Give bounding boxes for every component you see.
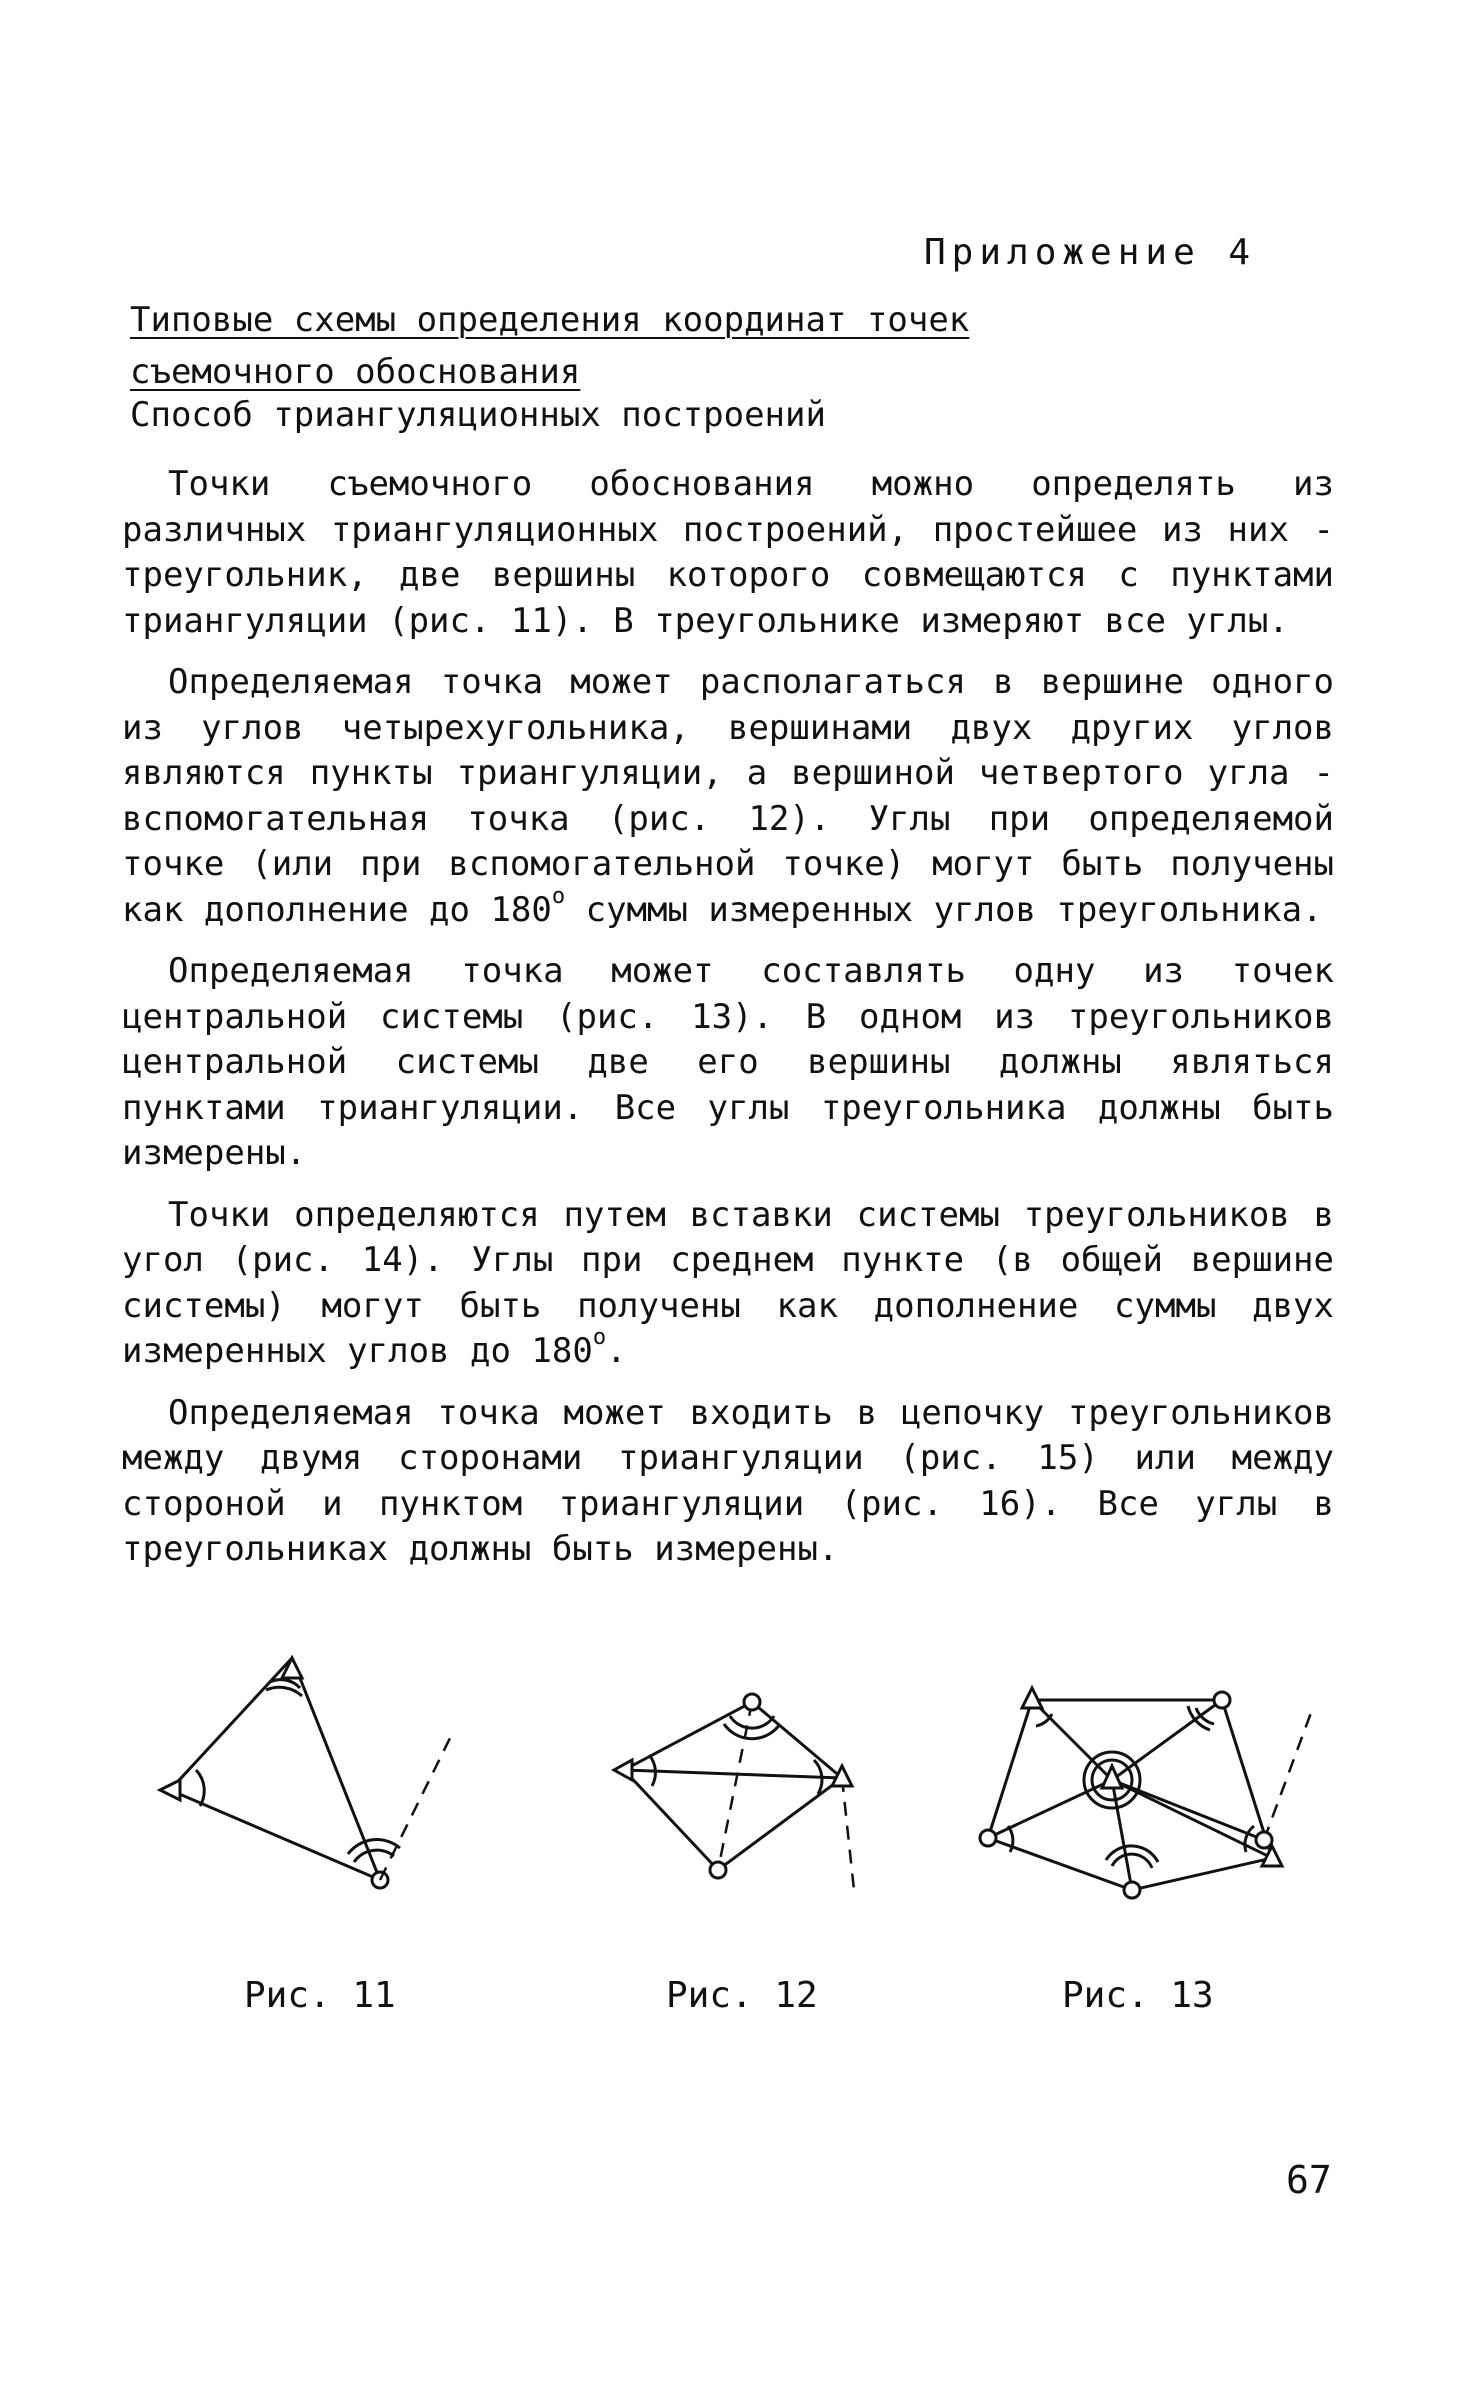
section-title-line1: Типовые схемы определения координат точек [130,300,970,340]
page-number: 67 [1286,2158,1332,2202]
figure-12-caption: Рис. 12 [666,1975,818,2016]
figure-13-caption: Рис. 13 [1062,1975,1214,2016]
body-text [122,462,1334,1589]
triangulation-point-icon [1022,1688,1042,1708]
determined-point-icon [980,1830,996,1846]
determined-point-icon [1256,1832,1272,1848]
paragraph-4-tail: . [606,1331,627,1371]
figure-12-diagram [614,1694,854,1890]
paragraph-2 [122,660,1334,933]
degree-superscript: о [551,883,566,909]
paragraph-2-tail: суммы измеренных углов треугольника. [565,889,1323,930]
degree-superscript: о [592,1325,607,1350]
triangulation-point-icon [282,1658,302,1678]
figure-13-diagram [980,1688,1312,1898]
section-title-line2: съемочного обоснования [130,352,581,392]
determined-point-icon [744,1694,760,1710]
figure-11-diagram [160,1658,454,1888]
paragraph-4-text: Точки определяются путем вставки системы треугольников в угол (рис. 14). Углы при среднем пункте (в общей вершине системы) могут быть получены как дополнение суммы двух измеренных углов до 180 [122,1194,1334,1371]
paragraph-5: Определяемая точка может входить в цепочку треугольников между двумя сторонами триангуляции (рис. 15) или между стороной и пунктом триангуляции (рис. 16). Все углы в треугольниках должны быть измерены. [122,1392,1334,1569]
section-subtitle: Способ триангуляционных построений [130,395,826,435]
triangulation-point-icon [160,1780,180,1800]
appendix-label: Приложение 4 [924,232,1257,273]
paragraph-3: Определяемая точка может составлять одну из точек центральной системы (рис. 13). В одном из треугольников центральной системы две его вершины должны являться пунктами триангуляции. Все углы треугольника должны быть измерены. [122,951,1334,1173]
triangulation-point-icon [614,1760,632,1780]
paragraph-4 [122,1193,1334,1375]
determined-point-icon [1124,1882,1140,1898]
triangulation-point-icon [832,1766,852,1786]
triangulation-point-icon [1102,1766,1122,1788]
paragraph-1: Точки съемочного обоснования можно определять из различных триангуляционных построений, простейшее из них - треугольник, две вершины которого совмещаются с пунктами триангуляции (рис. 11). В треугольнике измеряют все углы. [122,464,1334,641]
figure-11-caption: Рис. 11 [244,1975,396,2016]
paragraph-2-text: Определяемая точка может располагаться в вершине одного из углов четырехугольника, вершинами двух других углов являются пункты триангуляции, а вершиной четвертого угла - вспомогательная точка (рис. 12). Углы при определяемой точке (или при вспомогательной точке) могут быть получены как дополнение до 180 [122,662,1334,930]
auxiliary-point-icon [710,1862,726,1878]
determined-point-icon [1214,1692,1230,1708]
